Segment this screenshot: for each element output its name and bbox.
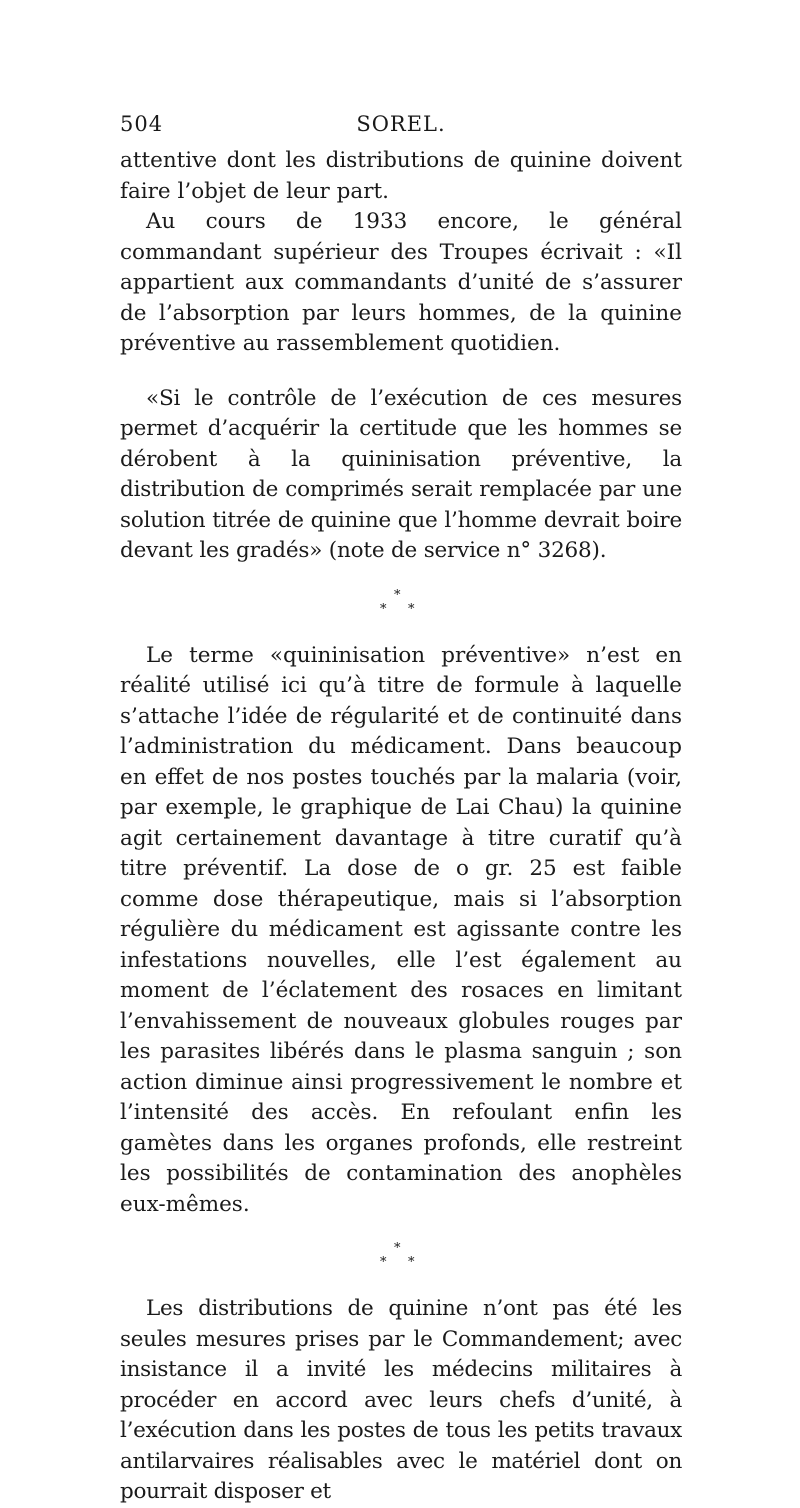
page-header	[120, 106, 682, 142]
paragraph-continuation: attentive dont les distributions de quinine doivent faire l’objet de leur part.	[120, 148, 682, 204]
body-text	[120, 146, 682, 1508]
asterism-star: *	[380, 601, 387, 617]
page-number: 504	[120, 112, 164, 136]
asterism-star: *	[408, 601, 415, 617]
paragraph-general-order: Au cours de 1933 encore, le général commandant supérieur des Troupes écrivait : «Il appartient aux commandants d’unité de s’assurer de l’absorption par leurs hommes, de la quinine préventive au rassemblement quotidien.	[120, 209, 682, 356]
paragraph-distributions: Les distributions de quinine n’ont pas été les seules mesures prises par le Commandement; avec insistance il a invité les médecins militaires à procéder en accord avec leurs chefs d’unité, à l’exécution dans les postes de tous les petits travaux antilarvaires réalisables avec le matériel dont on pourrait disposer et	[120, 1296, 682, 1504]
asterism-star: *	[408, 1255, 415, 1270]
asterism-divider	[120, 1228, 682, 1284]
asterism-star: *	[394, 587, 401, 603]
asterism-divider	[120, 575, 682, 631]
paragraph-quote: «Si le contrôle de l’exécution de ces mesures permet d’acquérir la certitude que les hommes se dérobent à la quininisation préventive, la distribution de comprimés serait remplacée par une solution titrée de quinine que l’homme devrait boire devant les gradés» (note de service n° 3268).	[120, 385, 682, 563]
running-head: SOREL.	[356, 112, 446, 136]
asterism-star: *	[380, 1255, 387, 1270]
asterism-star: *	[394, 1241, 401, 1256]
paragraph-quininisation: Le terme «quininisation préventive» n’est en réalité utilisé ici qu’à titre de formule à laquelle s’attache l’idée de régularité et de continuité dans l’administration du médicament. Dans beaucoup en effet de nos postes touchés par la malaria (voir, par exemple, le graphique de Lai Chau) la quinine agit certainement davantage à titre curatif qu’à titre préventif. La dose de o gr. 25 est faible comme dose thérapeutique, mais si l’absorption régulière du médicament est agissante contre les infestations nouvelles, elle l’est également au moment de l’éclatement des rosaces en limitant l’envahissement de nouveaux globules rouges par les parasites libérés dans le plasma sanguin ; son action diminue ainsi progressivement le nombre et l’intensité des accès. En refoulant enfin les gamètes dans les organes profonds, elle restreint les possibilités de contamination des anophèles eux-mêmes.	[120, 642, 682, 1217]
